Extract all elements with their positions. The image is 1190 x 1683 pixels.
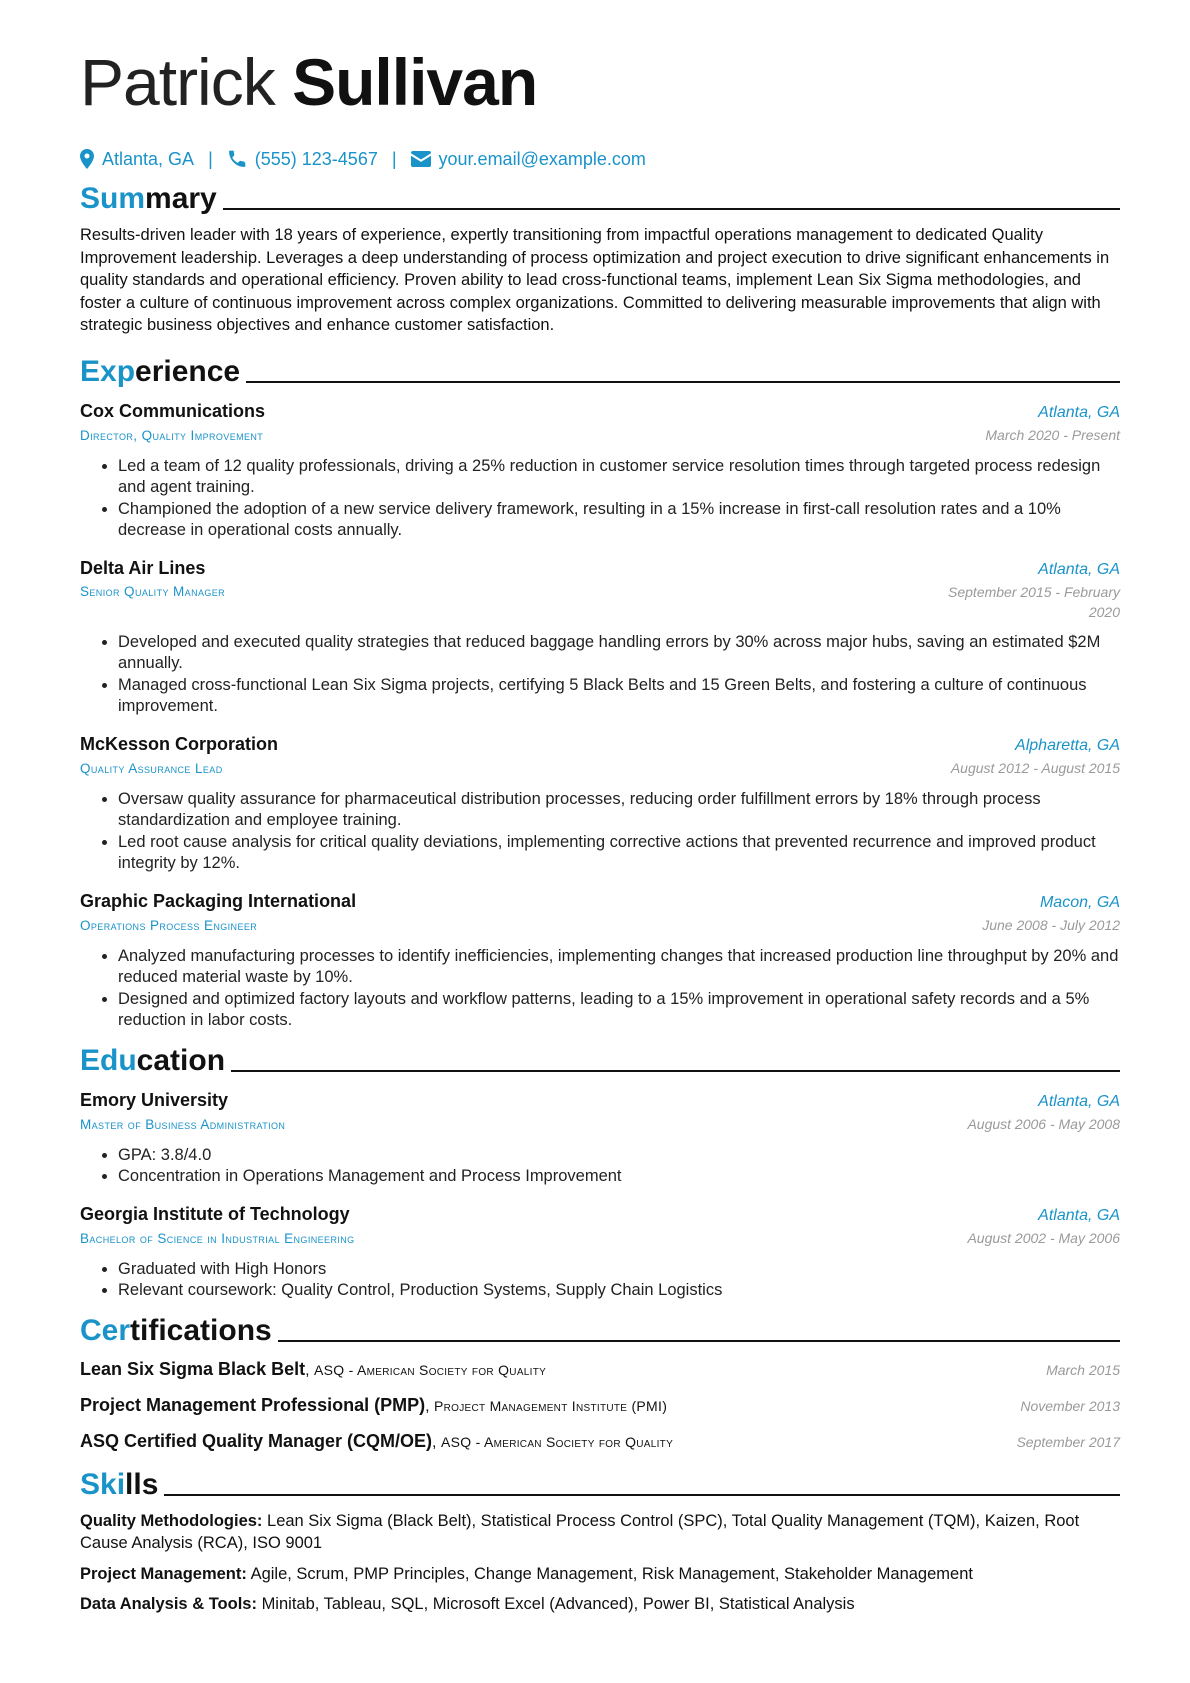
- section-title: Summary: [80, 182, 217, 215]
- certifications-heading: [80, 1308, 1120, 1348]
- list-item: • Led a team of 12 quality professionals, driving a 25% reduction in customer service resolution times through targeted process redesign and agent training.: [118, 456, 1120, 499]
- section-title: Skills: [80, 1467, 159, 1501]
- section-title: Certifications: [80, 1313, 272, 1347]
- cert-name: ASQ Certified Quality Manager (CQM/OE): [80, 1430, 433, 1451]
- list-item: • Championed the adoption of a new service delivery framework, resulting in a 15% increase in first-call resolution rates and a 10% decrease in operational costs annually.: [118, 499, 1120, 542]
- cert-date: March 2015: [1046, 1361, 1120, 1378]
- contact-bar: [80, 146, 1120, 172]
- degree: Bachelor of Science in Industrial Engineering: [80, 1230, 355, 1246]
- last-name: Sullivan: [292, 45, 538, 119]
- skill-values: Minitab, Tableau, SQL, Microsoft Excel (Advanced), Power BI, Statistical Analysis: [261, 1595, 855, 1613]
- list-item: • GPA: 3.8/4.0: [118, 1145, 1120, 1167]
- job-title: Quality Assurance Lead: [80, 760, 223, 776]
- map-pin-icon: [80, 149, 94, 169]
- list-item: • Designed and optimized factory layouts and workflow patterns, leading to a 15% improvement in operational safety records and a 5% reduction in labor costs.: [118, 989, 1120, 1032]
- list-item: • Developed and executed quality strategies that reduced baggage handling errors by 30% across major hubs, saving an estimated $2M annually.: [118, 632, 1120, 675]
- job-location: Atlanta, GA: [1038, 403, 1120, 421]
- achievement-list: [80, 632, 1120, 718]
- cert-issuer: ASQ - American Society for Quality: [440, 1433, 674, 1450]
- job-title: Operations Process Engineer: [80, 917, 258, 933]
- contact-location: [80, 149, 194, 170]
- employer-name: McKesson Corporation: [80, 733, 279, 754]
- section-divider: [164, 1494, 1120, 1496]
- cert-issuer: ASQ - American Society for Quality: [313, 1361, 547, 1378]
- section-title: Experience: [80, 354, 241, 388]
- achievement-list: [80, 789, 1120, 875]
- skill-group: [80, 1563, 1120, 1586]
- job-dates: June 2008 - July 2012: [982, 916, 1120, 933]
- cert-issuer: Project Management Institute (PMI): [433, 1397, 668, 1414]
- employer-name: Delta Air Lines: [80, 557, 206, 578]
- skill-label: Project Management:: [80, 1564, 247, 1583]
- achievement-list: [80, 946, 1120, 1032]
- certification-item: Project Management Professional (PMP), Project Management Institute (PMI) November 2013: [80, 1392, 1120, 1420]
- experience-entry: [80, 399, 1120, 542]
- school-location: Atlanta, GA: [1038, 1206, 1120, 1224]
- list-item: • Relevant coursework: Quality Control, Production Systems, Supply Chain Logistics: [118, 1280, 1120, 1302]
- achievement-list: [80, 456, 1120, 542]
- cert-name: Project Management Professional (PMP): [80, 1394, 426, 1415]
- certification-item: Lean Six Sigma Black Belt, ASQ - American Society for Quality March 2015: [80, 1356, 1120, 1384]
- skill-group: [80, 1593, 1120, 1616]
- study-dates: August 2006 - May 2008: [967, 1115, 1120, 1132]
- list-item: • Oversaw quality assurance for pharmaceutical distribution processes, reducing order fulfillment errors by 18% through process standardization and employee training.: [118, 789, 1120, 832]
- employer-name: Cox Communications: [80, 400, 266, 421]
- job-location: Alpharetta, GA: [1015, 736, 1120, 754]
- contact-email[interactable]: [411, 149, 646, 170]
- contact-separator: |: [391, 148, 397, 169]
- education-entry: [80, 1202, 1120, 1302]
- list-item: • Analyzed manufacturing processes to identify inefficiencies, implementing changes that increased production line throughput by 20% and reduced material waste by 10%.: [118, 946, 1120, 989]
- section-divider: [231, 1070, 1120, 1072]
- cert-date: November 2013: [1020, 1397, 1120, 1414]
- job-title: Senior Quality Manager: [80, 583, 226, 599]
- phone-icon: [227, 149, 247, 169]
- study-dates: August 2002 - May 2006: [967, 1229, 1120, 1246]
- school-name: Georgia Institute of Technology: [80, 1203, 350, 1224]
- section-divider: [278, 1340, 1120, 1342]
- job-dates: March 2020 - Present: [985, 426, 1120, 443]
- job-title: Director, Quality Improvement: [80, 427, 264, 443]
- candidate-name: [80, 42, 1120, 122]
- skill-group: [80, 1510, 1120, 1555]
- skills-heading: [80, 1462, 1120, 1502]
- resume-page: [80, 42, 1120, 1616]
- envelope-icon: [411, 151, 431, 167]
- skill-values: Agile, Scrum, PMP Principles, Change Management, Risk Management, Stakeholder Management: [250, 1564, 973, 1583]
- summary-heading: [80, 176, 1120, 216]
- school-location: Atlanta, GA: [1038, 1092, 1120, 1110]
- section-divider: [246, 381, 1120, 383]
- degree: Master of Business Administration: [80, 1116, 286, 1132]
- contact-phone[interactable]: [227, 149, 378, 170]
- list-item: • Led root cause analysis for critical quality deviations, implementing corrective actions that prevented recurrence and improved product integrity by 12%.: [118, 832, 1120, 875]
- location-text: Atlanta, GA: [102, 148, 195, 169]
- experience-heading: [80, 349, 1120, 389]
- experience-entry: [80, 889, 1120, 1032]
- experience-entry: [80, 556, 1120, 718]
- first-name: Patrick: [80, 45, 275, 119]
- education-details: [80, 1145, 1120, 1188]
- list-item: • Managed cross-functional Lean Six Sigma projects, certifying 5 Black Belts and 15 Green Belts, and fostering a culture of continuous improvement.: [118, 675, 1120, 718]
- list-item: • Graduated with High Honors: [118, 1259, 1120, 1281]
- skill-values: Lean Six Sigma (Black Belt), Statistical Process Control (SPC), Total Quality Management (TQM), Kaizen, Root Cause Analysis (RCA), ISO 9001: [80, 1511, 1080, 1552]
- summary-text: Results-driven leader with 18 years of experience, expertly transitioning from impactful operations management to dedicated Quality Improvement leadership. Leverages a deep understanding of process optimization and project execution to drive significant enhancements in quality standards and operational efficiency. Proven ability to lead cross-functional teams, implement Lean Six Sigma methodologies, and foster a culture of continuous improvement across complex organizations. Committed to delivering measurable improvements that align with strategic business objectives and enhance customer satisfaction.: [80, 226, 1110, 334]
- experience-entry: [80, 732, 1120, 875]
- job-dates: August 2012 - August 2015: [950, 759, 1120, 776]
- job-location: Atlanta, GA: [1038, 560, 1120, 578]
- phone-text: (555) 123-4567: [254, 148, 378, 169]
- contact-separator: |: [208, 148, 213, 169]
- cert-date: September 2017: [1016, 1433, 1120, 1450]
- certification-item: ASQ Certified Quality Manager (CQM/OE), ASQ - American Society for Quality September 2017: [80, 1428, 1120, 1456]
- cert-name: Lean Six Sigma Black Belt: [80, 1358, 306, 1379]
- list-item: • Concentration in Operations Management and Process Improvement: [118, 1166, 1120, 1188]
- education-entry: [80, 1088, 1120, 1188]
- school-name: Emory University: [80, 1089, 229, 1110]
- section-divider: [223, 208, 1120, 210]
- employer-name: Graphic Packaging International: [80, 890, 357, 911]
- education-details: [80, 1259, 1120, 1302]
- job-location: Macon, GA: [1039, 893, 1120, 911]
- skill-label: Data Analysis & Tools:: [80, 1595, 257, 1613]
- education-heading: [80, 1038, 1120, 1078]
- section-title: Education: [80, 1043, 226, 1077]
- job-dates: September 2015 - February 2020: [948, 583, 1120, 620]
- email-link[interactable]: your.email@example.com: [438, 148, 646, 169]
- skill-label: Quality Methodologies:: [80, 1511, 263, 1530]
